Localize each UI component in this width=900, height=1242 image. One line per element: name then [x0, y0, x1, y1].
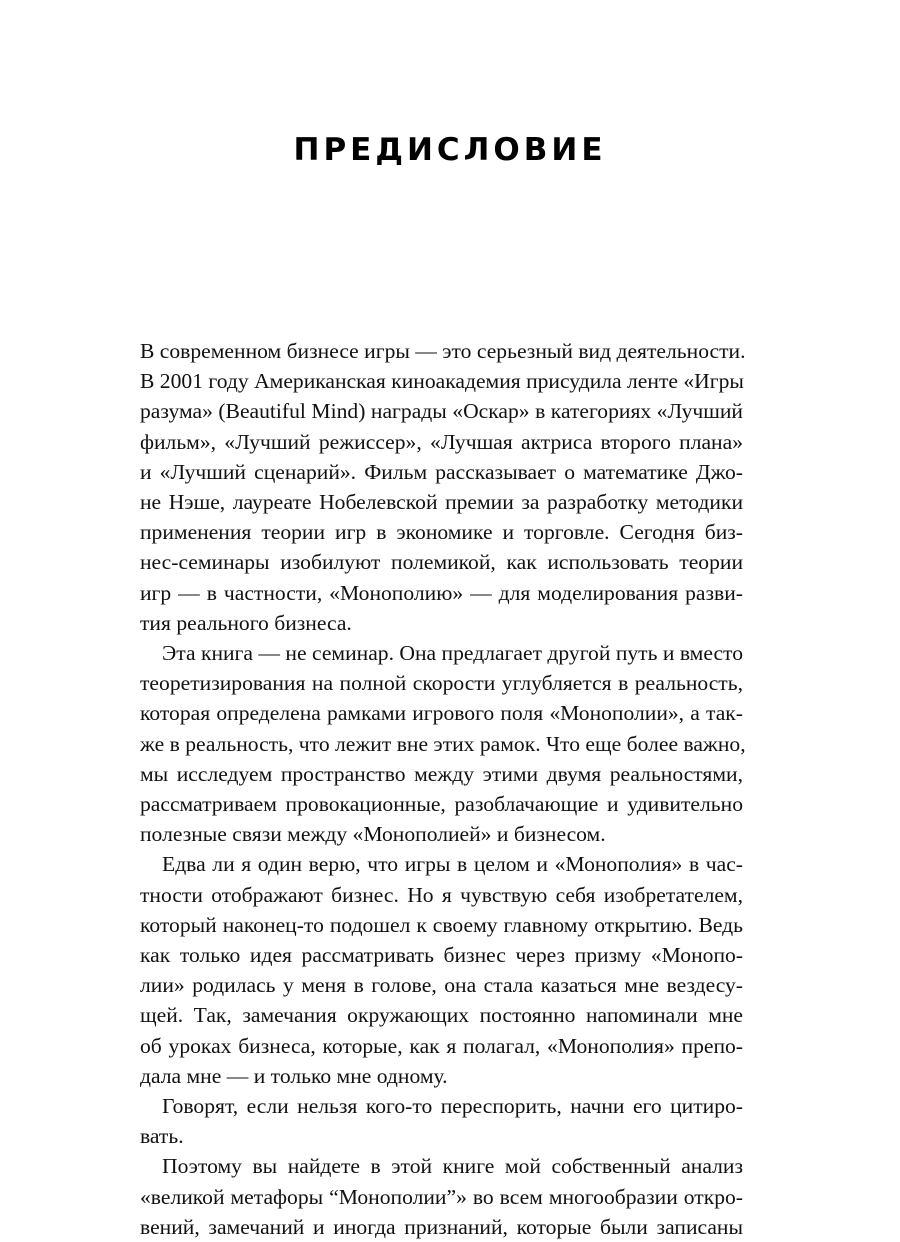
text-line: мы исследуем пространство между этими двумя реальностями, [140, 761, 743, 786]
paragraph [140, 849, 743, 1091]
text-line: вать. [140, 1124, 184, 1149]
text-line: разума» (Beautiful Mind) награды «Оскар» в категориях «Лучший [140, 399, 743, 424]
text-line: которая определена рамками игрового поля «Монополии», а так- [140, 701, 743, 726]
text-line: Едва ли я один верю, что игры в целом и «Монополия» в час- [162, 852, 743, 877]
text-line: вений, замечаний и иногда признаний, которые были записаны [140, 1214, 743, 1239]
text-line: тности отображают бизнес. Но я чувствую себя изобретателем, [140, 882, 743, 907]
text-line: как только идея рассматривать бизнес через призму «Монопо- [140, 943, 743, 968]
text-line: Эта книга — не семинар. Она предлагает другой путь и вместо [162, 641, 743, 666]
paragraph [140, 336, 746, 638]
text-line: применения теории игр в экономике и торговле. Сегодня биз- [140, 520, 743, 545]
paragraph [140, 638, 746, 849]
text-line: рассматриваем провокационные, разоблачающие и удивительно [140, 792, 743, 817]
paragraph [140, 1151, 743, 1242]
text-line: щей. Так, замечания окружающих постоянно напоминали мне [140, 1003, 743, 1028]
text-line: «великой метафоры “Монополии”» во всем многообразии откро- [140, 1184, 743, 1209]
body-text [140, 336, 746, 1242]
text-line: не Нэше, лауреате Нобелевской премии за разработку методики [140, 490, 743, 515]
text-line: и «Лучший сценарий». Фильм рассказывает о математике Джо- [140, 459, 743, 484]
chapter-title: ПРЕДИСЛОВИЕ [293, 132, 607, 168]
text-line: же в реальность, что лежит вне этих рамок. Что еще более важно, [140, 731, 746, 756]
text-line: игр — в частности, «Монополию» — для моделирования разви- [140, 580, 743, 605]
text-line: полезные связи между «Монополией» и бизнесом. [140, 822, 606, 847]
text-line: тия реального бизнеса. [140, 610, 352, 635]
text-line: В 2001 году Американская киноакадемия присудила ленте «Игры [140, 369, 744, 394]
text-line: об уроках бизнеса, которые, как я полагал, «Монополия» препо- [140, 1033, 743, 1058]
text-line: нес-семинары изобилуют полемикой, как использовать теории [140, 550, 743, 575]
text-line: дала мне — и только мне одному. [140, 1063, 448, 1088]
text-line: Говорят, если нельзя кого-то переспорить, начни его цитиро- [162, 1094, 743, 1119]
text-line: лии» родилась у меня в голове, она стала казаться мне вездесу- [140, 973, 743, 998]
text-line: который наконец-то подошел к своему главному открытию. Ведь [140, 912, 743, 937]
paragraph [140, 1091, 743, 1151]
text-line: фильм», «Лучший режиссер», «Лучшая актриса второго плана» [140, 429, 743, 454]
text-line: Поэтому вы найдете в этой книге мой собственный анализ [162, 1154, 743, 1179]
text-line: теоретизирования на полной скорости углубляется в реальность, [140, 671, 743, 696]
text-line: В современном бизнесе игры — это серьезный вид деятельности. [140, 339, 746, 363]
